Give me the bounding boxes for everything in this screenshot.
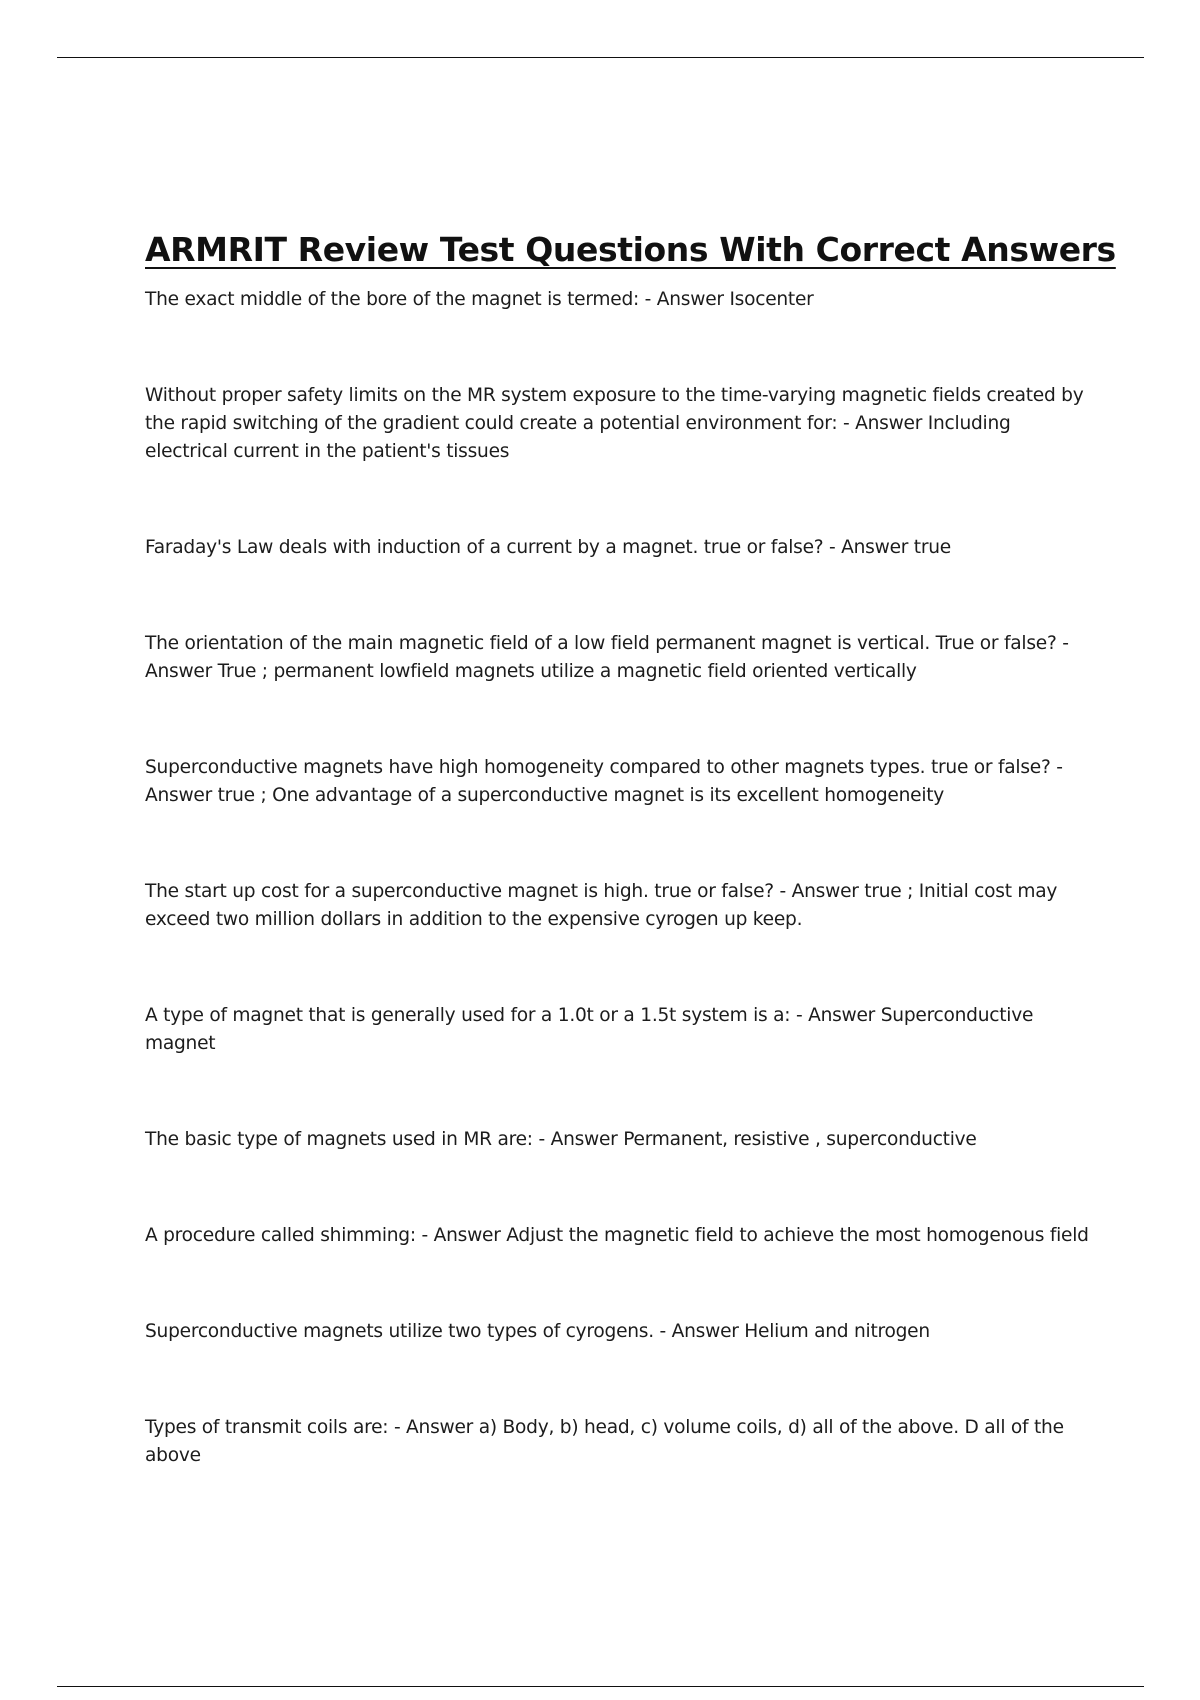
qa-item: The orientation of the main magnetic field of a low field permanent magnet is vertical. True or false? - Answer True ; permanent lowfield magnets utilize a magnetic field oriented vertically: [145, 633, 1069, 682]
document-body: [145, 228, 1116, 1538]
top-rule: [57, 57, 1144, 58]
qa-item: A type of magnet that is generally used for a 1.0t or a 1.5t system is a: - Answer Superconductive magnet: [145, 1005, 1034, 1054]
qa-item: The exact middle of the bore of the magnet is termed: - Answer Isocenter: [145, 289, 814, 310]
bottom-rule: [57, 1686, 1144, 1687]
qa-item: Without proper safety limits on the MR system exposure to the time-varying magnetic fields created by the rapid switching of the gradient could create a potential environment for: - Answer Including electrical current in the patient's tissues: [145, 385, 1084, 462]
qa-item: A procedure called shimming: - Answer Adjust the magnetic field to achieve the most homogenous field: [145, 1225, 1089, 1246]
qa-list: [145, 286, 1095, 1470]
qa-item: The start up cost for a superconductive magnet is high. true or false? - Answer true ; Initial cost may exceed two million dollars in addition to the expensive cyrogen up keep.: [145, 881, 1058, 930]
qa-item: Types of transmit coils are: - Answer a) Body, b) head, c) volume coils, d) all of the above. D all of the above: [145, 1417, 1064, 1466]
qa-item: Superconductive magnets have high homogeneity compared to other magnets types. true or false? - Answer true ; One advantage of a superconductive magnet is its excellent homogeneity: [145, 757, 1063, 806]
qa-item: Superconductive magnets utilize two types of cyrogens. - Answer Helium and nitrogen: [145, 1321, 930, 1342]
qa-item: The basic type of magnets used in MR are: - Answer Permanent, resistive , superconductive: [145, 1129, 977, 1150]
document-title: ARMRIT Review Test Questions With Correct Answers: [145, 230, 1116, 269]
qa-item: Faraday's Law deals with induction of a current by a magnet. true or false? - Answer true: [145, 537, 951, 558]
